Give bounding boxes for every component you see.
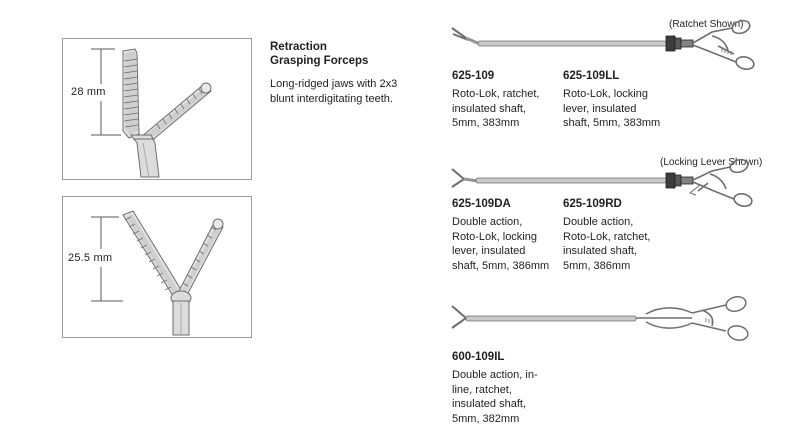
instrument-jaw-row2 xyxy=(452,169,478,187)
jaw-illustration-top xyxy=(63,39,251,179)
dimension-label-bottom: 25.5 mm xyxy=(68,252,113,264)
product-entry-625-109RD xyxy=(563,197,661,273)
jaw-upper xyxy=(123,49,139,138)
instrument-handle-row2 xyxy=(693,158,753,208)
product-entry-625-109 xyxy=(452,69,550,131)
jaw-left xyxy=(123,211,183,299)
product-specs: Double action, Roto-Lok, ratchet, insulated shaft, 5mm, 386mm xyxy=(563,216,651,272)
pivot-shaft xyxy=(171,291,191,335)
inline-handle-row3 xyxy=(636,295,749,342)
product-entry-625-109DA xyxy=(452,197,550,273)
instrument-handle-row1 xyxy=(693,19,755,71)
product-specs: Roto-Lok, locking lever, insulated shaft, 5mm, 383mm xyxy=(563,88,661,129)
instrument-shaft-row2 xyxy=(476,178,668,183)
product-entry-600-109IL xyxy=(452,350,550,426)
jaw-illustration-bottom xyxy=(63,197,251,337)
product-code: 625-109LL xyxy=(563,70,620,82)
product-code: 625-109DA xyxy=(452,198,511,210)
jaw-right xyxy=(179,219,223,295)
product-description: Long-ridged jaws with 2x3 blunt interdigitating teeth. xyxy=(270,78,398,105)
instrument-jaw-row3 xyxy=(452,306,466,328)
jaw-lower xyxy=(141,83,211,143)
note-locking-lever-shown: (Locking Lever Shown) xyxy=(660,157,763,168)
product-title-line2: Grasping Forceps xyxy=(270,54,369,67)
figure-panel-bottom xyxy=(62,196,252,338)
figure-panel-top xyxy=(62,38,252,180)
note-ratchet-shown: (Ratchet Shown) xyxy=(669,19,744,30)
instrument-illustration-row3 xyxy=(450,300,795,345)
product-specs: Double action, Roto-Lok, locking lever, insulated shaft, 5mm, 386mm xyxy=(452,216,550,272)
heading-block xyxy=(270,41,405,106)
rotolok-knob-row1 xyxy=(666,36,693,51)
instrument-illustration-row1 xyxy=(450,24,795,64)
product-code: 600-109IL xyxy=(452,351,505,363)
instrument-shaft-row3 xyxy=(466,316,636,321)
product-entry-625-109LL xyxy=(563,69,661,131)
instrument-jaw-row1 xyxy=(452,28,480,44)
dimension-label-top: 28 mm xyxy=(71,86,106,98)
product-specs: Roto-Lok, ratchet, insulated shaft, 5mm, 383mm xyxy=(452,88,540,129)
shaft-hub xyxy=(131,135,159,177)
product-code: 625-109 xyxy=(452,70,495,82)
instrument-shaft-row1 xyxy=(478,41,668,46)
product-code: 625-109RD xyxy=(563,198,622,210)
product-title-line1: Retraction xyxy=(270,41,327,53)
product-specs: Double action, in-line, ratchet, insulated shaft, 5mm, 382mm xyxy=(452,369,538,425)
rotolok-knob-row2 xyxy=(666,173,693,188)
ratchet-teeth-row3 xyxy=(706,318,712,324)
product-title xyxy=(270,41,405,68)
